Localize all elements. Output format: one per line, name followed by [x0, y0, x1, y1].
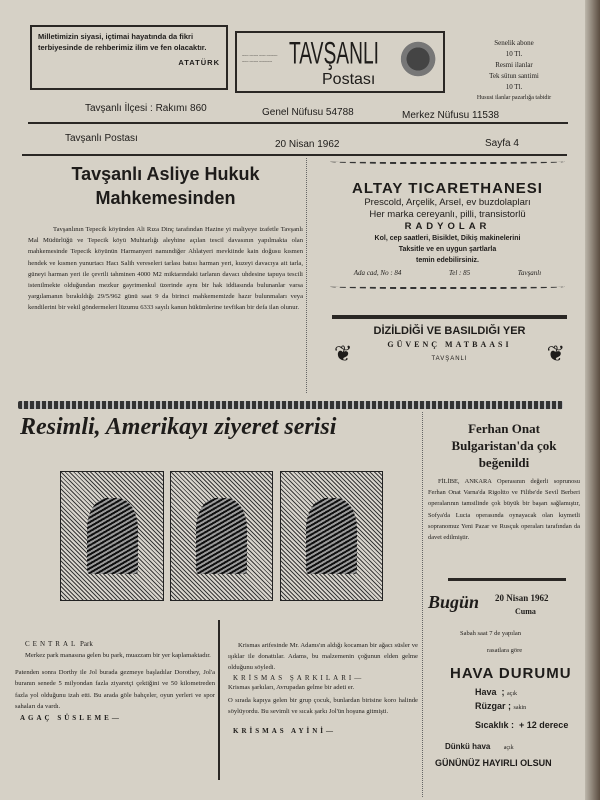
series-paragraph: Krismas arifesinde Mr. Adams'ın aldığı kocaman bir ağacı süsler ve ışıklar ile donattılar. Adams, bu malzemenin çoğunun elden gelme olduğunu söyledi. [228, 642, 418, 672]
mass-heading: KRİSMAS AYİNİ— [233, 727, 337, 736]
series-paragraph: O sırada kapıya gelen bir grup çocuk, bunlardan birisine koro halinde söylüyordu. Bu sevimli ve sıcak şarkı Jol'ün hoşuna gitmişti. [228, 696, 418, 716]
wind-value: sakin [513, 705, 527, 711]
sky-label: Hava [475, 687, 497, 697]
printer-title: DİZİLDİĞİ VE BASILDIĞI YER [373, 325, 526, 337]
sub-line: 10 Tl. [505, 50, 523, 58]
series-title: Resimli, Amerikayı ziyeret serisi [20, 414, 337, 440]
sub-line: Senelik abone [494, 39, 534, 47]
altitude: Tavşanlı İlçesi : Rakımı 860 [85, 103, 207, 114]
ad-line: Prescold, Arçelik, Arsel, ev buzdolapları [364, 197, 531, 208]
quote-text: Milletimizin siyasi, içtimai hayatında da fikri terbiyesinde de rehberimiz ilim ve fen olacaktır. [38, 32, 207, 52]
opera-title: Ferhan Onat Bulgaristan'da çok beğenildi [451, 421, 557, 470]
ad-line: Her marka cereyanlı, pilli, transistorlü [369, 209, 526, 220]
ad-city: Tavşanlı [517, 269, 542, 277]
wave-rule [330, 158, 565, 164]
sub-line: Tek sütun santimi [489, 72, 539, 80]
rule [448, 578, 566, 581]
printer-city: TAVŞANLI [431, 356, 468, 362]
today-label: Bugün [428, 592, 480, 612]
weather-greeting: GÜNÜNÜZ HAYIRLI OLSUN [435, 758, 552, 768]
weather-day: Cuma [515, 607, 536, 616]
ad-line: Taksitle ve en uygun şartlarla [398, 246, 497, 253]
park-heading: Park [80, 640, 93, 648]
weather-title: HAVA DURUMU [450, 665, 572, 682]
printer-name: GÜVENÇ MATBAASI [387, 340, 512, 349]
court-notice [28, 160, 303, 314]
court-body: Tavşanlının Tepecik köyünden Ali Rıza Dinç tarafından Hazine yi maliyeye izafetle Tavşanlı Mal Müdürlüğü ve Tepecik köyü Muhtarlığı aleyhine açılan tescil davasının yapılmakta olan mahkemesinde Tepecik köyünün Harmanyeri namındiğer Ahlatyeri mevkiinde kain doğusu kısmen hendek ve kısmen yunurtacı Hacı Salih vereseleri tarlası batısı harman yeri, kuzeyi davacıya ait tarla, güneyi harman yeri ile çevrili tahminen 4000 M2 miktarındaki tarlanın davacı uhdesine tapuya tescili istenilmekte olduğundan mezkur gayrimenkul üzerinde aynı bir hak iddiasında bulunanlar varsa yargılamanın bırakıldığı 29/5/962 günü saat 9 da birinci mahkememizde hazır bulunmaları veya kendilerini bir vekil göndermeleri lüzumu 6333 sayılı kanun hükümlerine tevfikan bir defa ilan olunur. [28, 226, 303, 312]
weather-box: Bugün 20 Nisan 1962 Cuma Sabah saat 7 de yapılan rasatlara göre HAVA DURUMU Hava ; açık Rüzgar ; sakin Sıcaklık : + 12 derece Dünkü hava açık GÜNÜNÜZ HAYIRLI OLSUN [428, 592, 572, 768]
ad-line: Kol, cep saatleri, Bisiklet, Dikiş makinelerini [374, 235, 521, 242]
songs-heading: KRİSMAS ŞARKILARI— [233, 673, 365, 682]
series-column-2 [228, 640, 418, 735]
page-edge [585, 0, 600, 800]
sub-line: Resmi ilanlar [495, 61, 533, 69]
wind-label: Rüzgar [475, 701, 506, 711]
ad-phone: Tel : 85 [449, 269, 471, 277]
logo-subtitle: Postası [322, 71, 376, 88]
series-paragraph: Merkez park manasına gelen bu park, muazzam bir yer kaplamaktadır. [25, 652, 211, 659]
page-number: Sayfa 4 [485, 138, 519, 149]
series-column-1 [15, 640, 215, 722]
population: Genel Nüfusu 54788 [262, 107, 354, 118]
quote-author: ATATÜRK [178, 58, 220, 67]
ad-line: temin edebilirsiniz. [415, 257, 479, 264]
weather-intro: rasatlara göre [487, 647, 523, 654]
weather-date: 20 Nisan 1962 [495, 593, 549, 603]
temp-label: Sıcaklık [475, 720, 509, 730]
masthead-logo [235, 31, 445, 93]
subscription-info [450, 38, 578, 104]
sub-line: Hususi ilanlar pazarlığa tabidir [476, 95, 552, 101]
central-heading: CENTRAL [25, 640, 79, 648]
opera-article [428, 420, 580, 543]
ad-address: Ada cad, No : 84 [353, 269, 402, 277]
column-divider [422, 412, 423, 797]
ad-line: RADYOLAR [404, 221, 491, 232]
weather-intro: Sabah saat 7 de yapılan [460, 630, 522, 637]
illustration-park [60, 471, 164, 601]
column-divider [306, 158, 307, 393]
temp-value: + 12 derece [519, 720, 569, 730]
printer-box [332, 315, 567, 390]
leaf-icon: ❦ [334, 341, 353, 366]
yesterday-value: açık [503, 745, 514, 751]
sub-line: 10 Tl. [505, 83, 523, 91]
series-paragraph: Patenden sonra Dorthy ile Jol burada gezmeye başladılar Dorothey, Jol'a buranın senede 5 milyondan fazla ziyaretçi çektiğini ve 50 kilometreden fazla yol olduğunu izah etti. Bu arada göle bahçeler, oyun yerleri ve spor sahaları da vardı. [15, 669, 215, 710]
ad-title: ALTAY TICARETHANESI [352, 180, 543, 197]
illustration-carolers [280, 471, 383, 601]
ataturk-quote-box [30, 25, 228, 90]
rule [22, 154, 567, 156]
leaf-icon: ❦ [546, 341, 565, 366]
illustration-tree [170, 471, 273, 601]
altay-ad [330, 158, 565, 289]
ad-contact [330, 269, 565, 277]
rule [28, 122, 568, 124]
issue-date: 20 Nisan 1962 [275, 139, 340, 150]
wave-rule [330, 283, 565, 289]
logo-title: TAVŞANLI [289, 36, 379, 72]
locomotive-icon [395, 39, 437, 89]
sky-value: açık [507, 691, 518, 697]
yesterday-label: Dünkü hava [445, 742, 491, 751]
logo-fine-print: ~~~ ~~~~ ~~~ ~~~~~ ~~~ ~~~~ ~~~~~~ [242, 53, 278, 64]
opera-body: FİLİBE, ANKARA Operasının değerli soprunosu Ferhan Onat Varna'da Rigoltto ve Filibe'de Sevil Berberi operalarının tamsilinde çok büyük bir başarı sağlamıştır, Sofya'da Lucia operasında oynayacak olan kıymetli sopranomuz Yeni Pazar ve Rusçuk operaları tarafından da davet edilmiştir. [428, 478, 580, 542]
center-population: Merkez Nüfusu 11538 [402, 110, 500, 121]
ornamental-band [18, 401, 563, 409]
rule [332, 315, 567, 319]
tree-heading: AGAÇ SÜSLEME— [20, 714, 122, 723]
series-paragraph: Krismas şarkıları, Avrupadan gelme bir adeti er. [228, 683, 355, 691]
column-divider [218, 620, 220, 780]
paper-name: Tavşanlı Postası [65, 133, 138, 144]
court-title: Tavşanlı Asliye Hukuk Mahkemesinden [71, 164, 260, 208]
